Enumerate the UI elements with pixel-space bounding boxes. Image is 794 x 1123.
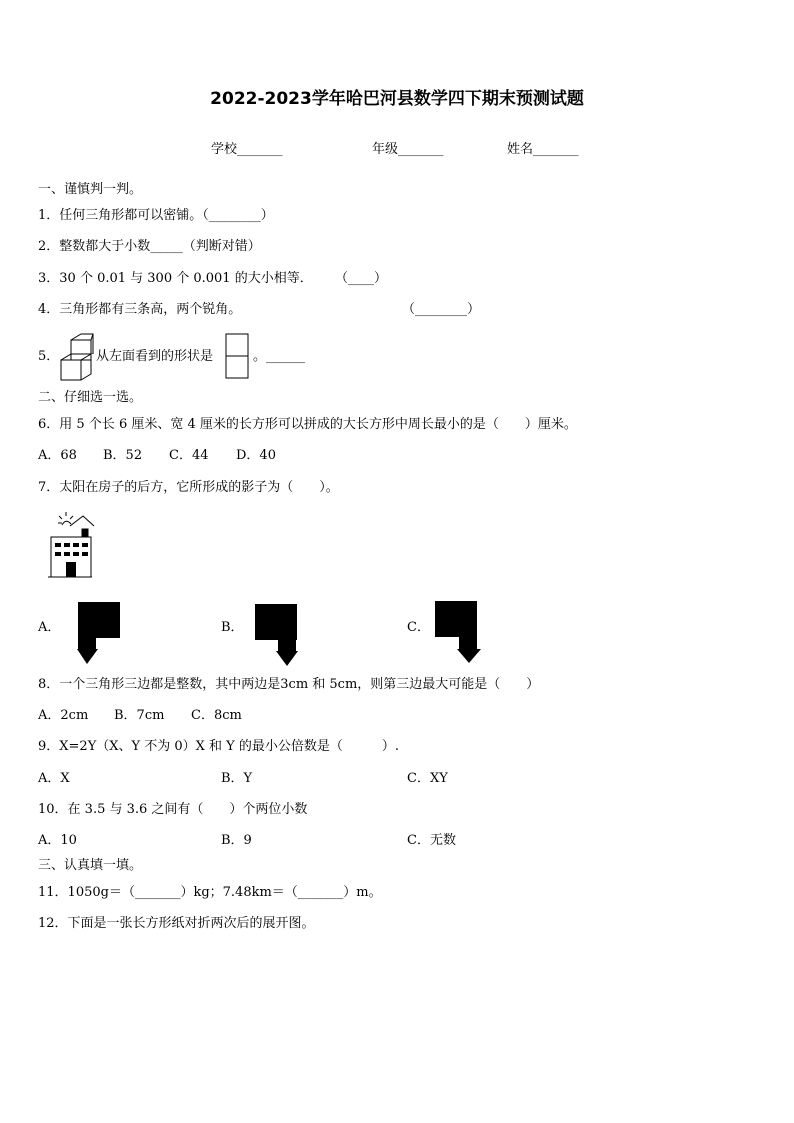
q9-option-a: A．X [38, 771, 70, 786]
section-heading-1: 一、谨慎判一判。 [38, 182, 143, 197]
q9-option-b: B．Y [221, 771, 253, 786]
q8-option-a: A．2cm [38, 708, 89, 723]
question-11: 11．1050g＝（_______）kg；7.48km＝（_______）m。 [38, 885, 382, 900]
question-5-tail: 。______ [253, 349, 306, 364]
question-6: 6．用 5 个长 6 厘米、宽 4 厘米的长方形可以拼成的大长方形中周长最小的是（ ）厘米。 [38, 417, 577, 432]
cube-stack-icon [60, 332, 94, 382]
question-10: 10．在 3.5 与 3.6 之间有（ ）个两位小数 [38, 802, 308, 817]
question-3: 3．30 个 0.01 与 300 个 0.001 的大小相等． [38, 271, 313, 286]
q7-option-c: C． [407, 620, 430, 635]
q6-option-c: C．44 [169, 448, 209, 463]
question-9: 9．X=2Y（X、Y 不为 0）X 和 Y 的最小公倍数是（ ）. [38, 739, 400, 754]
question-2: 2．整数都大于小数_____（判断对错） [38, 239, 261, 254]
question-4-blank: （________） [402, 302, 481, 317]
question-1: 1．任何三角形都可以密铺。（________） [38, 208, 274, 223]
name-field: 姓名_______ [507, 142, 579, 157]
grade-field: 年级_______ [372, 142, 444, 157]
question-8: 8．一个三角形三边都是整数，其中两边是3cm 和 5cm，则第三边最大可能是（ ） [38, 677, 540, 692]
side-view-icon [225, 333, 249, 379]
q8-option-b: B．7cm [114, 708, 165, 723]
q7-option-b: B． [221, 620, 244, 635]
q10-option-b: B．9 [221, 833, 252, 848]
question-3-blank: （____） [335, 271, 388, 286]
q10-option-c: C．无数 [407, 833, 456, 848]
house-sun-icon [46, 510, 96, 580]
question-12: 12．下面是一张长方形纸对折两次后的展开图。 [38, 916, 315, 931]
q7-option-a: A． [38, 620, 61, 635]
section-heading-3: 三、认真填一填。 [38, 858, 143, 873]
shadow-option-b-icon [254, 603, 300, 667]
section-heading-2: 二、仔细选一选。 [38, 390, 143, 405]
question-4: 4．三角形都有三条高，两个锐角。 [38, 302, 242, 317]
q8-option-c: C．8cm [191, 708, 242, 723]
question-7: 7．太阳在房子的后方，它所形成的影子为（ ）。 [38, 480, 339, 495]
question-5-number: 5． [38, 349, 60, 364]
q10-option-a: A．10 [38, 833, 77, 848]
page-title: 2022-2023学年哈巴河县数学四下期末预测试题 [210, 89, 584, 109]
q6-option-a: A．68 [38, 448, 77, 463]
q6-option-d: D．40 [236, 448, 276, 463]
question-5-text: 从左面看到的形状是 [96, 349, 214, 364]
school-field: 学校_______ [211, 142, 283, 157]
shadow-option-c-icon [433, 600, 483, 664]
shadow-option-a-icon [76, 601, 122, 665]
q6-option-b: B．52 [103, 448, 143, 463]
q9-option-c: C．XY [407, 771, 448, 786]
